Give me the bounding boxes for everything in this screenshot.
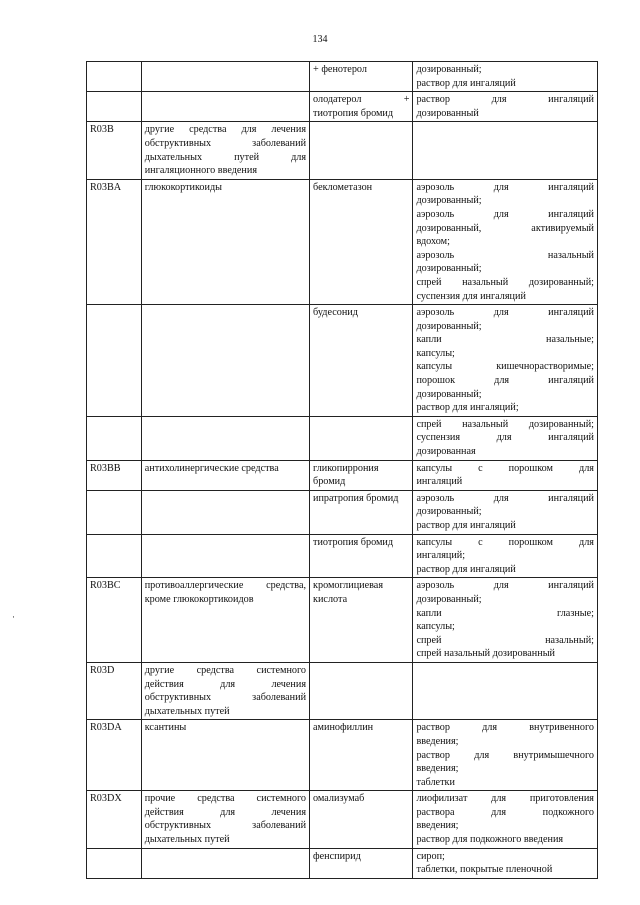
cell-line: раствор для подкожного введения <box>416 834 564 846</box>
group-name-cell <box>141 578 309 663</box>
cell-line: спрей назальный дозированный; <box>416 276 594 288</box>
atc-code-cell: R03BC <box>87 578 142 663</box>
page-number: 134 <box>312 34 328 45</box>
cell-line: дозированный; <box>416 263 482 275</box>
cell-line: аэрозоль назальный <box>416 249 594 261</box>
cell-line: лиофилизат для приготовления <box>416 793 594 805</box>
cell-line: тиотропия бромид <box>313 107 394 119</box>
cell-line: кислота <box>313 593 348 605</box>
cell-line: аэрозоль для ингаляций <box>416 208 594 220</box>
cell-line: спрей назальный; <box>416 634 594 646</box>
cell-line: капсулы; <box>416 621 455 633</box>
table-row <box>87 720 598 791</box>
cell-line: другие средства системного <box>144 664 307 676</box>
group-name-cell <box>141 122 309 179</box>
cell-line: дыхательных путей для <box>144 151 307 163</box>
cell-line: кромоглициевая <box>313 580 384 592</box>
cell-line: раствор для ингаляций <box>416 563 516 575</box>
table-row <box>87 791 598 848</box>
drug-name-cell <box>310 416 413 460</box>
cell-line: дозированный; <box>416 506 482 518</box>
dosage-forms-cell <box>413 848 598 878</box>
cell-line: ингаляционного введения <box>144 165 258 177</box>
cell-line: вдохом; <box>416 236 450 248</box>
cell-line: раствор для ингаляций <box>416 520 516 531</box>
cell-line: антихолинергические средства <box>144 462 279 474</box>
atc-code-cell <box>87 490 142 534</box>
cell-line: спрей назальный дозированный <box>416 648 555 660</box>
dosage-forms-cell <box>413 62 598 92</box>
dosage-forms-cell <box>413 179 598 304</box>
atc-code-cell: R03BB <box>87 460 142 490</box>
table-row <box>87 578 598 663</box>
atc-code-cell <box>87 416 142 460</box>
cell-line: обструктивных заболеваний <box>144 137 307 149</box>
cell-line: капсулы; <box>416 347 455 359</box>
cell-line: глюкокортикоиды <box>144 181 223 193</box>
cell-line: гликопиррония <box>313 462 379 474</box>
dosage-forms-cell <box>413 720 598 791</box>
table-row <box>87 416 598 460</box>
cell-line: аэрозоль для ингаляций <box>416 492 594 504</box>
cell-line: противоаллергические средства, <box>144 580 307 592</box>
atc-code-cell <box>87 62 142 92</box>
table-row <box>87 92 598 122</box>
drug-name-cell <box>310 490 413 534</box>
cell-line: ингаляций; <box>416 550 466 562</box>
cell-line: беклометазон <box>313 181 373 193</box>
dosage-forms-cell <box>413 122 598 179</box>
group-name-cell <box>141 62 309 92</box>
drug-name-cell <box>310 460 413 490</box>
cell-line: порошок для ингаляций <box>416 375 594 387</box>
dosage-forms-cell <box>413 305 598 417</box>
cell-line: раствора для подкожного <box>416 806 594 818</box>
cell-line: спрей назальный дозированный; <box>416 418 594 430</box>
group-name-cell <box>141 490 309 534</box>
cell-line: дозированный, активируемый <box>416 222 594 234</box>
group-name-cell <box>141 416 309 460</box>
atc-code-cell: R03BA <box>87 179 142 304</box>
cell-line: бромид <box>313 476 346 488</box>
cell-line: обструктивных заболеваний <box>144 820 307 832</box>
group-name-cell <box>141 460 309 490</box>
cell-line: обструктивных заболеваний <box>144 692 307 704</box>
dosage-forms-cell <box>413 416 598 460</box>
cell-line: дозированный; <box>416 388 482 400</box>
drug-name-cell <box>310 92 413 122</box>
drug-name-cell <box>310 791 413 848</box>
cell-line: тиотропия бромид <box>313 536 394 548</box>
drug-name-cell <box>310 578 413 663</box>
drug-name-cell <box>310 662 413 719</box>
cell-line: таблетки <box>416 776 455 788</box>
group-name-cell <box>141 662 309 719</box>
cell-line: омализумаб <box>313 793 365 805</box>
cell-line: прочие средства системного <box>144 793 307 805</box>
cell-line: раствор для внутримышечного <box>416 749 594 761</box>
atc-code-cell: R03DA <box>87 720 142 791</box>
dosage-forms-cell <box>413 534 598 578</box>
table-row <box>87 662 598 719</box>
cell-line: дозированная <box>416 446 476 458</box>
drug-name-cell <box>310 848 413 878</box>
group-name-cell <box>141 305 309 417</box>
cell-line: дыхательных путей <box>144 834 230 846</box>
table-row <box>87 848 598 878</box>
group-name-cell <box>141 92 309 122</box>
group-name-cell <box>141 848 309 878</box>
atc-code-cell: R03DX <box>87 791 142 848</box>
cell-line: раствор для ингаляций <box>416 94 594 106</box>
cell-line: капсулы с порошком для <box>416 536 594 548</box>
drug-name-cell <box>310 179 413 304</box>
table-row <box>87 122 598 179</box>
cell-line: введения; <box>416 820 459 832</box>
drug-name-cell <box>310 122 413 179</box>
table-row <box>87 490 598 534</box>
cell-line: дозированный; <box>416 195 482 207</box>
cell-line: введения; <box>416 763 459 775</box>
table-row <box>87 534 598 578</box>
dosage-forms-cell <box>413 92 598 122</box>
drug-name-cell <box>310 534 413 578</box>
atc-code-cell <box>87 534 142 578</box>
drug-classification-table <box>86 61 598 879</box>
drug-name-cell <box>310 62 413 92</box>
cell-line: дозированный; <box>416 64 482 75</box>
cell-line: капсулы кишечнорастворимые; <box>416 361 594 373</box>
cell-line: аэрозоль для ингаляций <box>416 580 594 592</box>
table-row <box>87 305 598 417</box>
cell-line: дыхательных путей <box>144 705 230 717</box>
cell-line: аминофиллин <box>313 722 374 734</box>
cell-line: дозированный <box>416 107 479 119</box>
atc-code-cell <box>87 305 142 417</box>
cell-line: сироп; <box>416 850 445 862</box>
cell-line: раствор для внутривенного <box>416 722 594 734</box>
dosage-forms-cell <box>413 460 598 490</box>
table-row <box>87 460 598 490</box>
cell-line: капли глазные; <box>416 607 594 619</box>
cell-line: капли назальные; <box>416 334 594 346</box>
cell-line: таблетки, покрытые пленочной <box>416 864 553 876</box>
dosage-forms-cell <box>413 578 598 663</box>
cell-line: раствор для ингаляций <box>416 77 516 89</box>
table-row <box>87 62 598 92</box>
atc-code-cell <box>87 92 142 122</box>
group-name-cell <box>141 791 309 848</box>
cell-line: действия для лечения <box>144 806 307 818</box>
atc-code-cell <box>87 848 142 878</box>
cell-line: ингаляций <box>416 476 463 488</box>
atc-code-cell: R03B <box>87 122 142 179</box>
cell-line: кроме глюкокортикоидов <box>144 593 254 605</box>
cell-line: суспензия для ингаляций <box>416 290 526 302</box>
table-row <box>87 179 598 304</box>
cell-line: введения; <box>416 735 459 747</box>
drug-name-cell <box>310 720 413 791</box>
margin-mark: · <box>12 612 15 622</box>
group-name-cell <box>141 720 309 791</box>
cell-line: действия для лечения <box>144 678 307 690</box>
dosage-forms-cell <box>413 662 598 719</box>
cell-line: другие средства для лечения <box>144 124 307 136</box>
cell-line: дозированный; <box>416 593 482 605</box>
cell-line: олодатерол + <box>313 94 410 106</box>
cell-line: суспензия для ингаляций <box>416 432 594 444</box>
cell-line: будесонид <box>313 307 358 319</box>
cell-line: аэрозоль для ингаляций <box>416 307 594 319</box>
cell-line: ксантины <box>144 722 187 734</box>
group-name-cell <box>141 534 309 578</box>
cell-line: фенспирид <box>313 850 361 862</box>
dosage-forms-cell <box>413 791 598 848</box>
cell-line: аэрозоль для ингаляций <box>416 181 594 193</box>
cell-line: раствор для ингаляций; <box>416 402 519 414</box>
group-name-cell <box>141 179 309 304</box>
dosage-forms-cell <box>413 490 598 534</box>
cell-line: дозированный; <box>416 320 482 332</box>
atc-code-cell: R03D <box>87 662 142 719</box>
cell-line: капсулы с порошком для <box>416 462 594 474</box>
cell-line: ипратропия бромид <box>313 492 399 504</box>
cell-line: + фенотерол <box>313 64 367 75</box>
drug-name-cell <box>310 305 413 417</box>
